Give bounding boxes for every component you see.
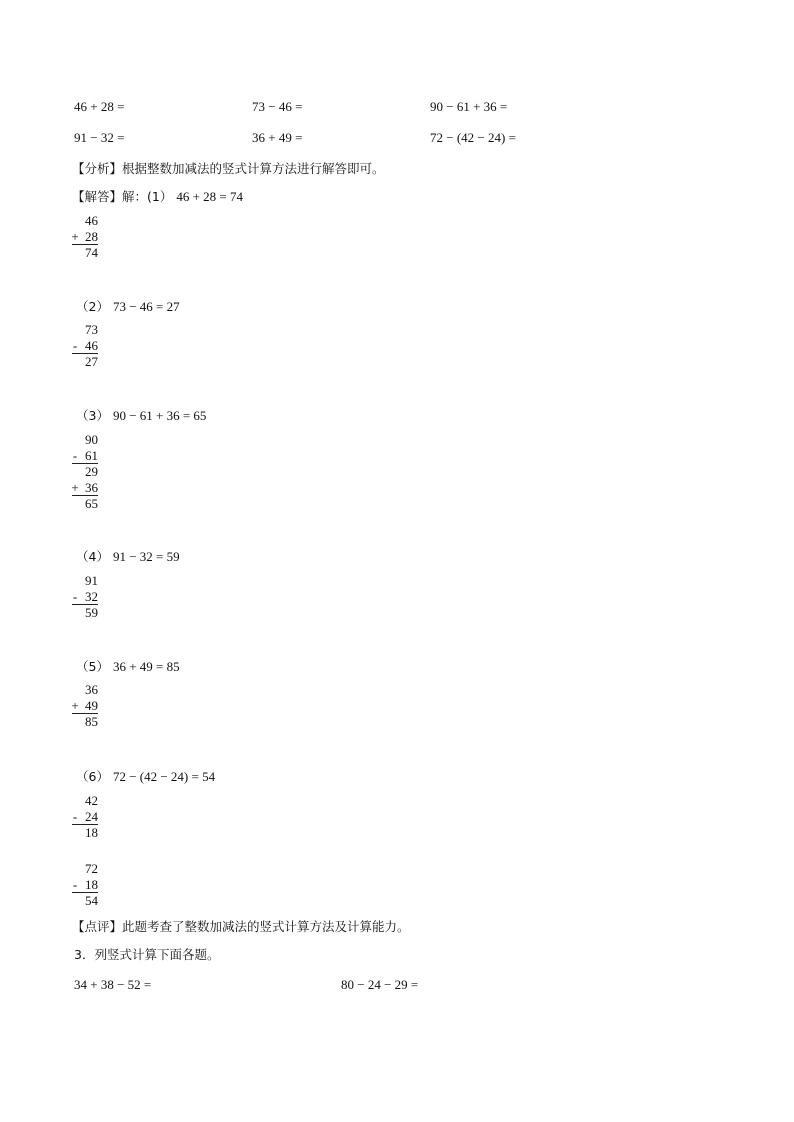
vertical-calc-1 <box>70 213 110 261</box>
comment-line <box>72 919 410 935</box>
plus-sign: + <box>71 480 79 495</box>
vertical-calc-4 <box>70 573 110 621</box>
calc5-result: 85 <box>85 714 98 729</box>
answer-line <box>72 189 243 205</box>
minus-sign: - <box>72 448 78 463</box>
calc1-result: 74 <box>85 245 98 260</box>
calc5-row-1: 36 <box>85 682 98 697</box>
part-4-label: （4） <box>76 549 109 564</box>
answer-intro: 解：(1） <box>122 189 173 204</box>
part-5-eq: 36 + 49 = 85 <box>112 659 180 674</box>
calc4-result: 59 <box>85 605 98 620</box>
calc4-row-2: 32 <box>85 589 98 604</box>
part-4-line <box>76 549 180 565</box>
calc6a-result: 18 <box>85 825 98 840</box>
calc6b-row-1: 72 <box>85 861 98 876</box>
calc6a-row-2: 24 <box>85 809 98 824</box>
minus-sign: - <box>72 809 78 824</box>
part-6-line <box>76 769 215 785</box>
part-4-eq: 91 − 32 = 59 <box>112 549 180 564</box>
problem-3: 90 − 61 + 36 = <box>430 99 508 114</box>
minus-sign: - <box>72 589 78 604</box>
problem-1: 46 + 28 = <box>74 99 125 114</box>
problem-6: 72 − (42 − 24) = <box>430 130 516 145</box>
part-3-label: （3） <box>76 408 109 423</box>
minus-sign: - <box>72 338 78 353</box>
comment-tag: 【点评】 <box>72 919 123 934</box>
calc2-result: 27 <box>85 354 98 369</box>
calc3-row-4: 36 <box>85 480 98 495</box>
analysis-tag: 【分析】 <box>72 161 123 176</box>
question-3-problem-2: 80 − 24 − 29 = <box>341 977 419 992</box>
minus-sign: - <box>72 877 78 892</box>
calc1-row-2: 28 <box>85 229 98 244</box>
answer-tag: 【解答】 <box>72 189 123 204</box>
part-2-eq: 73 − 46 = 27 <box>112 299 180 314</box>
calc4-row-1: 91 <box>85 573 98 588</box>
calc6b-result: 54 <box>85 893 98 908</box>
vertical-calc-2 <box>70 322 110 370</box>
calc6b-row-2: 18 <box>85 877 98 892</box>
part-3-line <box>76 408 206 424</box>
comment-text: 此题考查了整数加减法的竖式计算方法及计算能力。 <box>122 919 410 934</box>
calc2-row-1: 73 <box>85 322 98 337</box>
vertical-calc-6b <box>70 861 110 909</box>
part-2-label: （2） <box>76 299 109 314</box>
part-2-line <box>76 299 180 315</box>
plus-sign: + <box>71 698 79 713</box>
plus-sign: + <box>71 229 79 244</box>
vertical-calc-5 <box>70 682 110 730</box>
answer-eq-1: 46 + 28 = 74 <box>176 189 244 204</box>
part-5-line <box>76 659 180 675</box>
problem-5: 36 + 49 = <box>252 130 303 145</box>
part-5-label: （5） <box>76 659 109 674</box>
problem-2: 73 − 46 = <box>252 99 303 114</box>
part-6-label: （6） <box>76 769 109 784</box>
calc3-row-1: 90 <box>85 432 98 447</box>
part-6-eq: 72 − (42 − 24) = 54 <box>112 769 216 784</box>
calc5-row-2: 49 <box>85 698 98 713</box>
vertical-calc-3 <box>70 432 110 512</box>
vertical-calc-6a <box>70 793 110 841</box>
calc6a-row-1: 42 <box>85 793 98 808</box>
part-3-eq: 90 − 61 + 36 = 65 <box>112 408 207 423</box>
calc2-row-2: 46 <box>85 338 98 353</box>
problem-4: 91 − 32 = <box>74 130 125 145</box>
calc1-row-1: 46 <box>85 213 98 228</box>
question-3-problem-1: 34 + 38 − 52 = <box>74 977 152 992</box>
calc3-intermediate: 29 <box>85 464 98 479</box>
calc3-row-2: 61 <box>85 448 98 463</box>
calc3-result: 65 <box>85 496 98 511</box>
analysis-line <box>72 161 385 177</box>
analysis-text: 根据整数加减法的竖式计算方法进行解答即可。 <box>122 161 385 176</box>
question-3-title: 3．列竖式计算下面各题。 <box>74 947 220 962</box>
